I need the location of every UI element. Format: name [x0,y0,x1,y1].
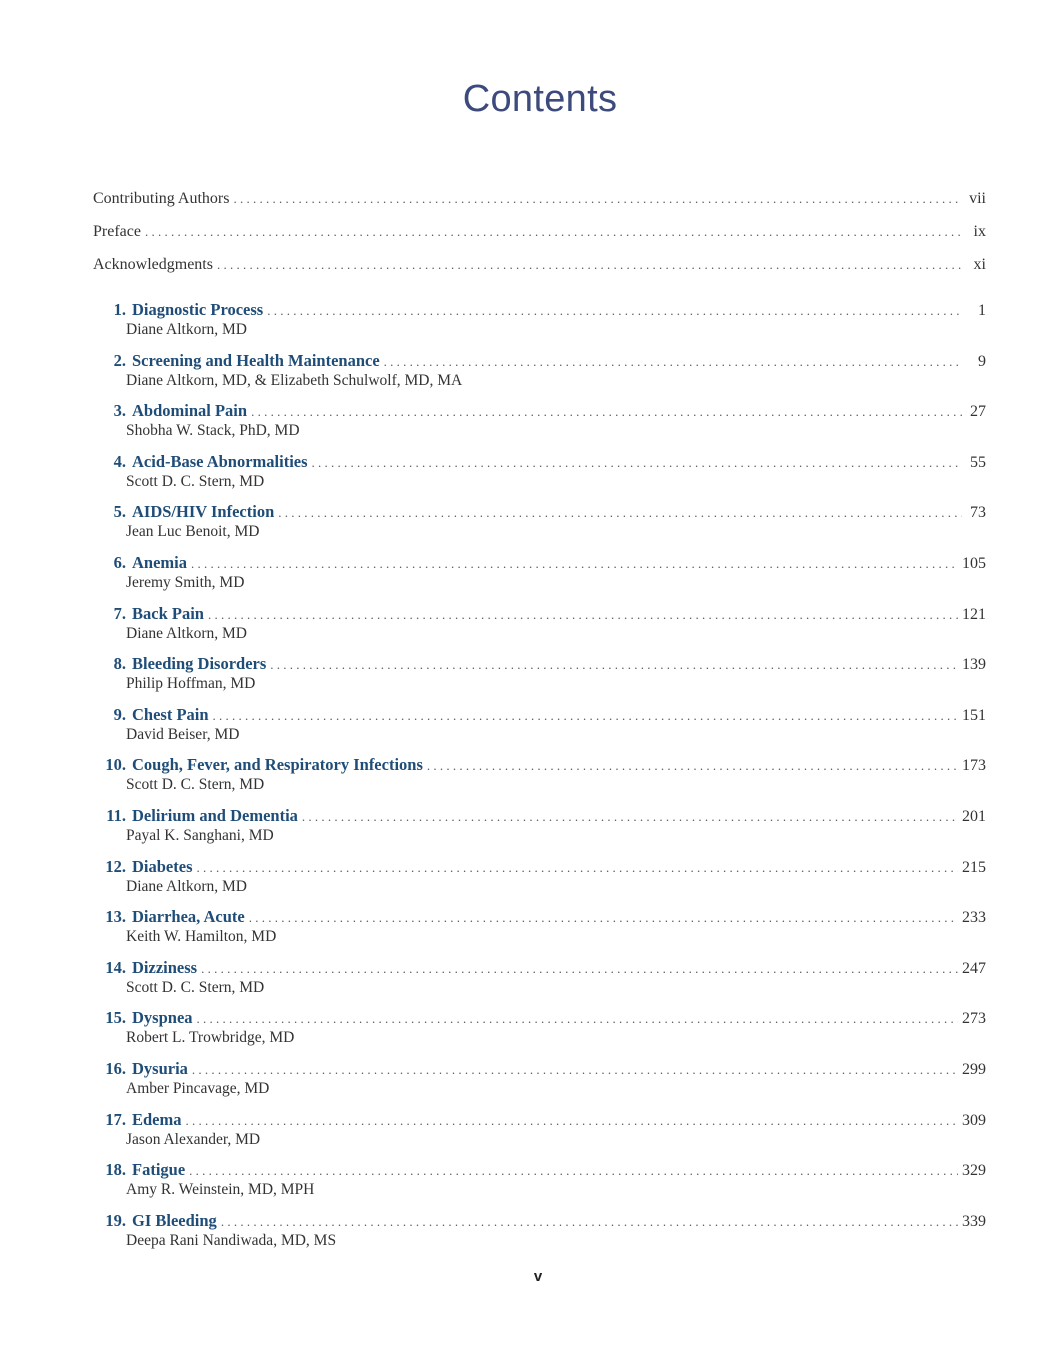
toc-page-number: 73 [970,504,986,522]
chapter-authors: David Beiser, MD [126,725,240,743]
toc-chapter-entry[interactable] [93,806,986,857]
chapter-title[interactable]: AIDS/HIV Infection [132,502,275,522]
chapter-number: 11. [106,805,126,825]
chapter-number: 6. [113,552,126,572]
chapter-number: 10. [105,755,126,775]
toc-page-number: 201 [962,807,986,825]
dot-leader [191,557,958,570]
toc-page-number: 329 [962,1162,986,1180]
toc-chapter-entry[interactable] [93,1211,986,1262]
chapter-title[interactable]: Edema [132,1109,182,1129]
chapter-authors: Deepa Rani Nandiwada, MD, MS [126,1231,337,1249]
dot-leader [197,1012,958,1025]
chapter-title[interactable]: Anemia [132,552,187,572]
toc-chapter-entry[interactable] [93,351,986,402]
chapter-title[interactable]: Bleeding Disorders [132,654,267,674]
toc-chapter-entry[interactable] [93,300,986,351]
chapter-authors: Scott D. C. Stern, MD [126,472,265,490]
toc-chapter-entry[interactable] [93,452,986,503]
toc-page-number: 1 [978,302,986,319]
toc-entry-label: Acknowledgments [93,256,213,273]
toc-page-number: 173 [962,757,986,775]
chapter-authors: Shobha W. Stack, PhD, MD [126,422,300,440]
dot-leader [208,608,958,621]
dot-leader [427,759,958,772]
dot-leader [251,405,962,418]
toc-page-number: vii [969,190,986,207]
toc-page-number: 233 [962,909,986,927]
table-of-contents [93,190,986,1261]
toc-page-number: xi [973,256,986,273]
toc-chapter-entry[interactable] [93,1008,986,1059]
chapter-number: 18. [105,1160,126,1180]
chapter-authors: Diane Altkorn, MD [126,877,247,895]
toc-front-matter-entry[interactable] [93,256,986,289]
toc-chapter-entry[interactable] [93,654,986,705]
chapter-authors: Diane Altkorn, MD [126,624,247,642]
toc-page-number: ix [973,223,986,240]
toc-chapter-entry[interactable] [93,958,986,1009]
chapter-title[interactable]: Diabetes [132,856,193,876]
chapter-number: 5. [113,502,126,522]
dot-leader [233,192,962,205]
dot-leader [217,258,962,271]
toc-page-number: 27 [970,403,986,421]
dot-leader [249,911,958,924]
chapter-authors: Jean Luc Benoit, MD [126,523,260,541]
toc-chapter-entry[interactable] [93,604,986,655]
toc-page-number: 121 [962,605,986,623]
chapter-title[interactable]: Dysuria [132,1058,188,1078]
dot-leader [192,1063,958,1076]
dot-leader [270,658,958,671]
chapter-title[interactable]: Diagnostic Process [132,300,264,319]
chapter-number: 19. [105,1210,126,1230]
dot-leader [278,506,962,519]
dot-leader [312,456,962,469]
toc-chapter-entry[interactable] [93,502,986,553]
dot-leader [267,304,962,317]
dot-leader [221,1215,958,1228]
toc-chapter-entry[interactable] [93,857,986,908]
chapter-title[interactable]: GI Bleeding [132,1210,217,1230]
toc-page-number: 273 [962,1010,986,1028]
dot-leader [186,1114,959,1127]
chapter-number: 13. [105,907,126,927]
chapter-title[interactable]: Dizziness [132,957,198,977]
toc-page-number: 309 [962,1111,986,1129]
chapter-number: 14. [105,957,126,977]
dot-leader [189,1164,958,1177]
dot-leader [201,962,958,975]
chapter-title[interactable]: Chest Pain [132,704,209,724]
chapter-title[interactable]: Delirium and Dementia [132,805,298,825]
chapter-number: 1. [113,300,126,319]
chapter-title[interactable]: Fatigue [132,1160,186,1180]
dot-leader [197,861,959,874]
chapter-authors: Scott D. C. Stern, MD [126,978,265,996]
chapter-authors: Keith W. Hamilton, MD [126,928,277,946]
chapter-title[interactable]: Abdominal Pain [132,401,248,421]
chapter-number: 4. [113,451,126,471]
chapter-authors: Amber Pincavage, MD [126,1079,270,1097]
toc-page-number: 139 [962,656,986,674]
chapter-title[interactable]: Screening and Health Maintenance [132,350,380,370]
chapter-number: 16. [105,1058,126,1078]
chapter-number: 3. [113,401,126,421]
page-number: v [533,1268,543,1285]
chapter-title[interactable]: Diarrhea, Acute [132,907,245,927]
toc-chapter-entry[interactable] [93,401,986,452]
chapter-authors: Scott D. C. Stern, MD [126,776,265,794]
toc-chapter-entry[interactable] [93,1160,986,1211]
toc-page-number: 215 [962,858,986,876]
chapter-authors: Robert L. Trowbridge, MD [126,1029,295,1047]
chapter-authors: Jeremy Smith, MD [126,573,245,591]
chapter-authors: Philip Hoffman, MD [126,675,256,693]
chapter-title[interactable]: Back Pain [132,603,204,623]
page-title: Contents [462,78,618,120]
toc-chapter-entry[interactable] [93,553,986,604]
chapter-number: 8. [113,654,126,674]
toc-chapter-entry[interactable] [93,1059,986,1110]
toc-entry-label: Preface [93,223,141,240]
toc-chapter-entry[interactable] [93,705,986,756]
chapter-number: 12. [105,856,126,876]
toc-front-matter-entry[interactable] [93,190,986,223]
dot-leader [384,355,962,368]
chapter-title[interactable]: Acid-Base Abnormalities [132,451,308,471]
chapter-authors: Diane Altkorn, MD [126,321,247,338]
toc-page-number: 55 [970,453,986,471]
toc-page-number: 247 [962,959,986,977]
toc-chapter-entry[interactable] [93,755,986,806]
chapter-title[interactable]: Cough, Fever, and Respiratory Infections [132,755,423,775]
chapter-title[interactable]: Dyspnea [132,1008,193,1028]
dot-leader [145,225,962,238]
chapter-number: 2. [113,350,126,370]
toc-page-number: 151 [962,706,986,724]
toc-page-number: 339 [962,1212,986,1230]
toc-chapter-entry[interactable] [93,1110,986,1161]
chapter-number: 17. [105,1109,126,1129]
toc-chapter-entry[interactable] [93,907,986,958]
chapter-authors: Diane Altkorn, MD, & Elizabeth Schulwolf, MD, MA [126,371,463,389]
chapter-number: 7. [113,603,126,623]
toc-page-number: 299 [962,1060,986,1078]
toc-page-number: 9 [978,352,986,370]
section-spacer [93,289,986,300]
chapter-authors: Jason Alexander, MD [126,1130,261,1148]
chapter-number: 15. [105,1008,126,1028]
toc-page-number: 105 [962,554,986,572]
chapter-authors: Payal K. Sanghani, MD [126,826,274,844]
toc-entry-label: Contributing Authors [93,190,230,207]
chapter-number: 9. [113,704,126,724]
dot-leader [213,709,958,722]
chapter-authors: Amy R. Weinstein, MD, MPH [126,1181,315,1199]
toc-front-matter-entry[interactable] [93,223,986,256]
dot-leader [302,810,958,823]
